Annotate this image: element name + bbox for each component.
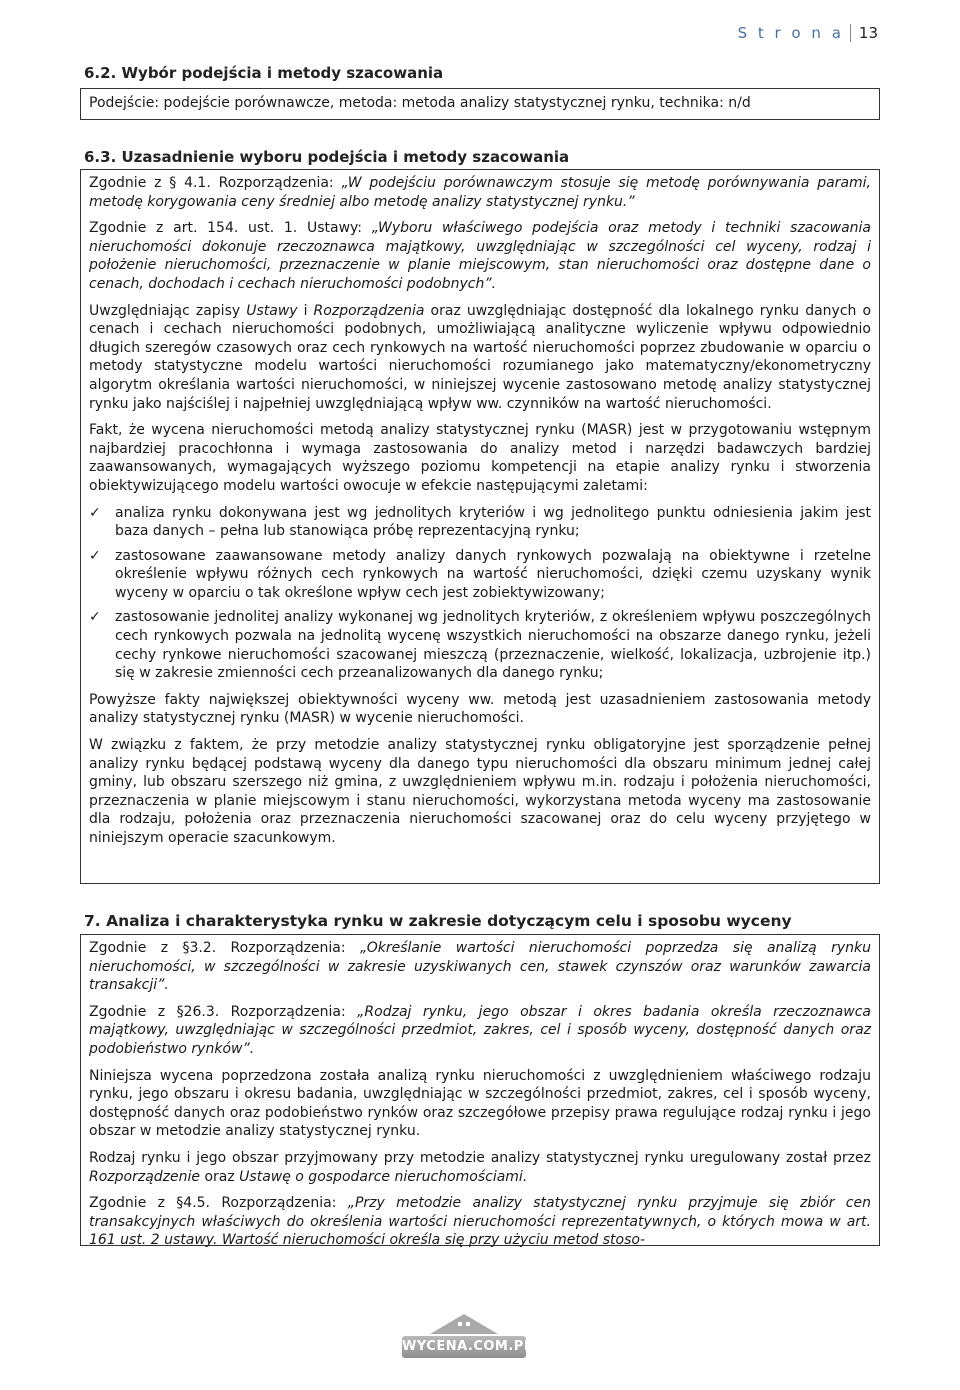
checkmark-icon: ✓ <box>89 547 101 564</box>
box-7 <box>80 934 880 1249</box>
list-item-text: zastosowanie jednolitej analizy wykonanej wg jednolitych kryteriów, z określeniem wpływu poszczególnych cech rynkowych pozwala na jednolitą wycenę wszystkich nieruchomości na obszarze danego rynku, jeżeli cechy rynkowe nieruchomości szacowanej mieszczą (przeznaczenie, wielkość, lokalizacja, uzbrojenie itp.) się w zakresie zmienności cech przeanalizowanych dla danego rynku; <box>115 609 871 682</box>
text-span: Uwzględniając zapisy <box>89 302 247 319</box>
text-span: Ustawę o gospodarce nieruchomościami. <box>239 1168 528 1185</box>
paragraph-fakt: Fakt, że wycena nieruchomości metodą analizy statystycznej rynku (MASR) jest w przygotowaniu wstępnym najbardziej pracochłonna i wymaga zastosowania do analizy metod i narzędzi badawczych bardziej zaawansowanych, wymagających wyższego poziomu kompetencji na etapie analizy rynku i stworzenia obiektywizującego modelu wartości owocuje w efekcie następującymi zaletami: <box>89 422 871 494</box>
text-span: i <box>297 302 314 319</box>
text-span: Rodzaj rynku i jego obszar przyjmowany przy metodzie analizy statystycznej rynku uregulowany został przez <box>89 1149 871 1166</box>
paragraph-3-2 <box>89 939 871 995</box>
page-number: 13 <box>850 24 878 42</box>
paragraph-uwzgledniajac <box>89 302 871 414</box>
citation-lead: Zgodnie z §3.2. Rozporządzenia: <box>89 940 360 956</box>
citation-quote: „W podejściu porównawczym stosuje się metodę porównywania parami, metodę korygowania ceny średniej albo metodę analizy statystycznej rynku.” <box>89 175 871 210</box>
paragraph-niniejsza: Niniejsza wycena poprzedzona została analizą rynku nieruchomości z uwzględnieniem właściwego rodzaju rynku, jego obszaru i okresu badania, uwzględniając w szczególności przedmiot, zakres, cel i sposób wyceny, dostępność danych oraz podobieństwo rynków oraz szczegółowe przepisy prawa regulujące rodzaj rynku i jego obszar w metodzie analizy statystycznej rynku. <box>89 1067 871 1140</box>
paragraph-rodzaj-rynku <box>89 1149 871 1186</box>
box-6-2 <box>80 88 880 120</box>
paragraph-26-3 <box>89 1003 871 1059</box>
logo-house-icon <box>400 1312 528 1334</box>
citation-quote: „Przy metodzie analizy statystycznej rynku przyjmuje się zbiór cen transakcyjnych właściwych do określenia wartości nieruchomości reprezentatywnych, o których mowa w art. 161 ust. 2 ustawy. Wartość nieruchomości określa się przy użyciu metod stoso- <box>89 1195 871 1249</box>
list-item-text: analiza rynku dokonywana jest wg jednolitych kryteriów i wg jednolitego punktu odniesienia jakim jest baza danych – pełna lub stanowiąca próbę reprezentacyjną rynku; <box>115 504 871 540</box>
paragraph-rozporzadzenie-4-1 <box>89 174 871 211</box>
text-span: oraz uwzględniając dostępność dla lokalnego rynku danych o cenach i cechach nieruchomości podobnych, umożliwiającą analityczne wyliczenie wpływu odpowiednio długich szeregów czasowych oraz cech rynkowych na wartość nieruchomości poprzez zbudowanie w oparciu o metody statystyczne modelu wartości nieruchomości rozumianego jako matematyczny/ekonometryczny algorytm określania wartości nieruchomości, w niniejszej wycenie zastosowano metodę analizy statystycznej rynku jako najściślej i najpełniej uwzględniającą wpływ ww. czynników na wartość nieruchomości. <box>89 302 872 412</box>
citation-lead: Zgodnie z §26.3. Rozporządzenia: <box>89 1003 358 1020</box>
list-item <box>89 608 871 682</box>
text-span: Rozporządzenia <box>313 302 425 319</box>
heading-6-2: 6.2. Wybór podejścia i metody szacowania <box>84 64 444 82</box>
citation-quote: „Określanie wartości nieruchomości poprzedza się analizą rynku nieruchomości, w szczególności w zakresie uzyskiwanych cen, stawek czynszów oraz warunków zawarcia transakcji”. <box>89 940 871 994</box>
footer-logo[interactable]: WYCENA.COM.PL <box>402 1336 526 1358</box>
citation-lead: Zgodnie z §4.5. Rozporządzenia: <box>89 1195 348 1212</box>
page-header <box>738 24 878 42</box>
heading-6-3: 6.3. Uzasadnienie wyboru podejścia i metody szacowania <box>84 148 570 166</box>
checkmark-icon: ✓ <box>89 609 101 626</box>
text-span: Rozporządzenie <box>89 1168 201 1185</box>
paragraph-powyzsze: Powyższe fakty największej obiektywności wyceny ww. metodą jest uzasadnieniem zastosowania metody analizy statystycznej rynku (MASR) w wycenie nieruchomości. <box>89 691 871 727</box>
heading-7: 7. Analiza i charakterystyka rynku w zakresie dotyczącym celu i sposobu wyceny <box>84 912 792 930</box>
strona-label: S t r o n a <box>737 24 844 42</box>
paragraph-w-zwiazku: W związku z faktem, że przy metodzie analizy statystycznej rynku obligatoryjne jest sporządzenie pełnej analizy rynku będącej podstawą wyceny dla danego typu nieruchomości dla obszaru minimum jednej całej gminy, lub obszaru szerszego niż gmina, z uwzględnieniem wpływu m.in. rodzaju i położenia nieruchomości, przeznaczenia w planie miejscowym i stanu nieruchomości, wykorzystana metoda wyceny ma zastosowanie dla rodzaju, położenia oraz przeznaczenia nieruchomości szacowanej oraz do celu wyceny przyjętego w niniejszym operacie szacunkowym. <box>89 737 871 846</box>
list-item-text: zastosowane zaawansowane metody analizy danych rynkowych pozwalają na obiektywne i rzetelne określenie wpływu różnych cech rynkowych na wartość nieruchomości, dzięki czemu uzyskany wynik wyceny w oparciu o tak określone wpływ cech jest zobiektywizowany; <box>115 547 871 601</box>
paragraph-ustawa-154 <box>89 219 871 293</box>
text-span: oraz <box>200 1168 240 1185</box>
list-item <box>89 504 871 541</box>
citation-quote: „Wyboru właściwego podejścia oraz metody i techniki szacowania nieruchomości dokonuje rzeczoznawca majątkowy, uwzględniając w szczególności cel wyceny, rodzaj i położenie nieruchomości, przeznaczenie w planie miejscowym, stan nieruchomości oraz dostępne dane o cenach, dochodach i cechach nieruchomości podobnych”. <box>89 220 872 292</box>
advantages-list <box>89 504 871 683</box>
citation-lead: Zgodnie z § 4.1. Rozporządzenia: <box>89 175 342 191</box>
list-item <box>89 547 871 603</box>
text-span: Ustawy <box>246 302 298 319</box>
paragraph-4-5 <box>89 1194 871 1250</box>
citation-lead: Zgodnie z art. 154. ust. 1. Ustawy: <box>89 220 372 237</box>
box-6-3 <box>80 169 880 884</box>
checkmark-icon: ✓ <box>89 504 101 521</box>
approach-text: Podejście: podejście porównawcze, metoda: metoda analizy statystycznej rynku, technika: n/d <box>89 95 751 111</box>
citation-quote: „Rodzaj rynku, jego obszar i okres badania określa rzeczoznawca majątkowy, uwzględniając w szczególności przedmiot, zakres, cel i sposób wyceny, dostępność danych oraz podobieństwo rynków”. <box>89 1003 871 1057</box>
